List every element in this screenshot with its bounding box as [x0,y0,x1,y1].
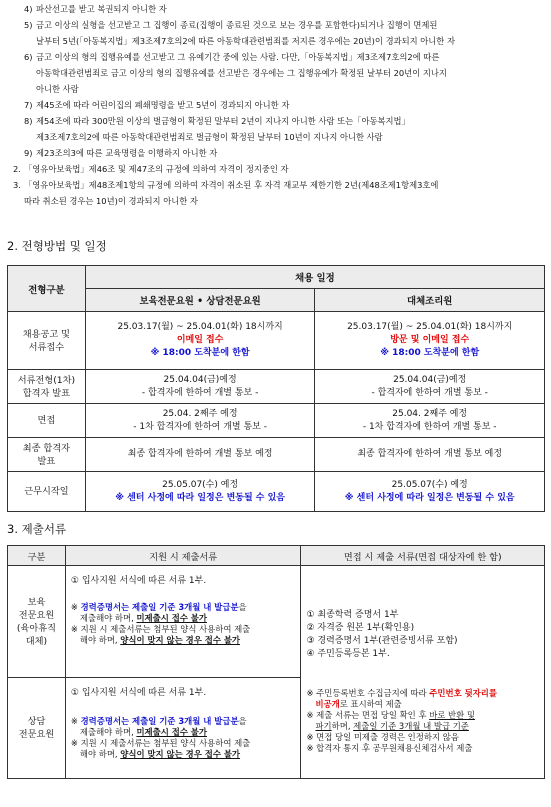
cell-interview-docs: ① 최종학력 증명서 1부 ② 자격증 원본 1부(확인용) ③ 경력증명서 1부(관련증빙서류 포함) ④ 주민등록등본 1부. ※ 주민등록번호 수집금지에 따라 주민번호 뒷자리를 비공개로 표시하여 제출 ※ 제출 서류는 면접 당일 확인 후 바로 반환 및 파기하며, 제출일 기준 3개월 내 발급 기준 ※ 면접 당일 미제출 경력은 인정하지 않음 ※ 합격자 통지 후 공무원채용신체검사서 제출 [301,566,545,779]
row-label-childcare: 보육 전문요원 (육아휴직 대체) [8,566,66,678]
row-label-apply: 채용공고 및 서류접수 [8,312,86,370]
section-title-documents: 3. 제출서류 [7,522,67,536]
cell-start-counselor: 25.05.07(수) 예정 ※ 센터 사정에 따라 일정은 변동될 수 있음 [85,472,315,512]
cell-apply-docs-counselor: ① 입사지원 서식에 따른 서류 1부. ※ 경력증명서는 제출일 기준 3개월 내 발급분을 제출해야 하며, 미제출시 접수 불가 ※ 지원 시 제출서류는 첨부된 양식 사용하여 제출 해야 하며, 양식이 맞지 않는 경우 접수 불가 [65,678,301,779]
header-interview-docs: 면접 시 제출 서류(면접 대상자에 한 함) [301,546,545,566]
section-title-schedule: 2. 전형방법 및 일정 [7,239,107,253]
row-label-start: 근무시작일 [8,472,86,512]
table-row [8,438,545,472]
document-page: 4) 파산선고를 받고 복권되지 아니한 자 5) 금고 이상의 실형을 선고받고 그 집행이 종료(집행이 종료된 것으로 보는 경우를 포함한다)되거나 집행이 면제된 날부터 5년(「아동복지법」제3조제7호의2에 따른 아동학대관련범죄를 저지른 경우에는 20년)이 경과되지 아니한 자 6) 금고 이상의 형의 집행유예를 선고받고 그 유예기간 중에 있는 사람. 다만,「아동복지법」제3조제7호의2에 따른 아동학대관련범죄로 금고 이상의 형의 집행유예를 선고받은 경우에는 그 집행유예가 확정된 날부터 20년이 지나지 아니한 사람 7) 제45조에 따라 어린이집의 폐쇄명령을 받고 5년이 경과되지 아니한 자 8) 제54조에 따라 300만원 이상의 벌금형이 확정된 말부터 2년이 지나지 아니한 사람 또는「아동복지법」 제3조제7호의2에 따른 아동학대관련범죄로 벌금형이 확정된 날부터 10년이 지나지 아니한 사람 9) 제23조의3에 따른 교육명령을 이행하지 아니한 자 2. 「영유아보육법」제46조 및 제47조의 규정에 의하여 자격이 정지중인 자 3. 「영유아보육법」제48조제1항의 규정에 의하여 자격이 취소된 후 자격 재교부 제한기한 2년(제48조제1항제3호에 따라 취소된 경우는 10년)이 경과되지 아니한 자 2. 전형방법 및 일정 전형구분 채용 일정 보육전문요원 • 상담전문요원 대체조리원 채용공고 및 서류접수 25.03.17(월) ~ 25.04.01(화) 18시까지 이메일 접수 ※ 18:00 도착분에 한함 25.03.17(월) ~ 25.04.01(화) 18시까지 방문 및 이메일 접수 ※ 18:00 도착분에 한함 서류전형(1차) 합격자 발표 25.04.04(금)예정 - 합격자에 한하여 개별 통보 - 25.04.04(금)예정 - 합격자에 한하여 개별 통보 - 면접 25.04. 2째주 예정 - 1차 합격자에 한하여 개별 통보 - 25.04. 2째주 예정 - 1차 합격자에 한하여 개별 통보 - 최종 합격자 발표 최종 합격자에 한하여 개별 통보 예정 최종 합격자에 한하여 개별 통보 예정 근무시작일 25.05.07(수) 예정 ※ 센터 사정에 따라 일정은 변동될 수 있음 25.05.07(수) 예정 ※ 센터 사정에 따라 일정은 변동될 수 있음 3. 제출서류 구분 지원 시 제출서류 면접 시 제출 서류(면접 대상자에 한 함) 보육 전문요원 (육아휴직 대체) ① 입사지원 서식에 따른 서류 1부. ※ 경력증명서는 제출일 기준 3개월 내 발급분을 제출해야 하며, 미제출시 접수 불가 ※ 지원 시 제출서류는 첨부된 양식 사용하여 제출 해야 하며, 양식이 맞지 않는 경우 접수 불가 ① 최종학력 증명서 1부 ② 자격증 원본 1부(확인용) ③ 경력증명서 1부(관련증빙서류 포함) ④ 주민등록등본 1부. ※ 주민등록번호 수집금지에 따라 주민번호 뒷자리를 비공개로 표시하여 제출 ※ 제출 서류는 면접 당일 확인 후 바로 반환 및 파기하며, 제출일 기준 3개월 내 발급 기준 ※ 면접 당일 미제출 경력은 인정하지 않음 ※ 합격자 통지 후 공무원채용신체검사서 제출 상담 전문요원 ① 입사지원 서식에 따른 서류 1부. ※ 경력증명서는 제출일 기준 3개월 내 발급분을 제출해야 하며, 미제출시 접수 불가 ※ 지원 시 제출서류는 첨부된 양식 사용하여 제출 해야 하며, 양식이 맞지 않는 경우 접수 불가 [0,0,551,807]
header-col-counselor: 보육전문요원 • 상담전문요원 [85,289,315,312]
cell-interview-counselor: 25.04. 2째주 예정 - 1차 합격자에 한하여 개별 통보 - [85,404,315,438]
cell-apply-docs-childcare: ① 입사지원 서식에 따른 서류 1부. ※ 경력증명서는 제출일 기준 3개월 내 발급분을 제출해야 하며, 미제출시 접수 불가 ※ 지원 시 제출서류는 첨부된 양식 사용하여 제출 해야 하며, 양식이 맞지 않는 경우 접수 불가 [65,566,301,678]
cell-apply-counselor: 25.03.17(월) ~ 25.04.01(화) 18시까지 이메일 접수 ※ 18:00 도착분에 한함 [85,312,315,370]
cell-final-counselor: 최종 합격자에 한하여 개별 통보 예정 [85,438,315,472]
cell-final-cook: 최종 합격자에 한하여 개별 통보 예정 [315,438,545,472]
table-row [8,404,545,438]
cell-apply-cook: 25.03.17(월) ~ 25.04.01(화) 18시까지 방문 및 이메일 접수 ※ 18:00 도착분에 한함 [315,312,545,370]
table-row [8,566,545,678]
cell-doc-counselor: 25.04.04(금)예정 - 합격자에 한하여 개별 통보 - [85,370,315,404]
documents-table [7,545,545,779]
row-label-doc: 서류전형(1차) 합격자 발표 [8,370,86,404]
row-label-final: 최종 합격자 발표 [8,438,86,472]
header-col-cook: 대체조리원 [315,289,545,312]
cell-doc-cook: 25.04.04(금)예정 - 합격자에 한하여 개별 통보 - [315,370,545,404]
header-schedule: 채용 일정 [85,266,544,289]
table-row [8,312,545,370]
row-label-interview: 면접 [8,404,86,438]
cell-interview-cook: 25.04. 2째주 예정 - 1차 합격자에 한하여 개별 통보 - [315,404,545,438]
row-label-counselor: 상담 전문요원 [8,678,66,779]
cell-start-cook: 25.05.07(수) 예정 ※ 센터 사정에 따라 일정은 변동될 수 있음 [315,472,545,512]
table-row [8,370,545,404]
header-kind: 구분 [8,546,66,566]
table-row [8,472,545,512]
header-apply-docs: 지원 시 제출서류 [65,546,301,566]
schedule-table [7,265,545,512]
header-type: 전형구분 [8,266,86,312]
